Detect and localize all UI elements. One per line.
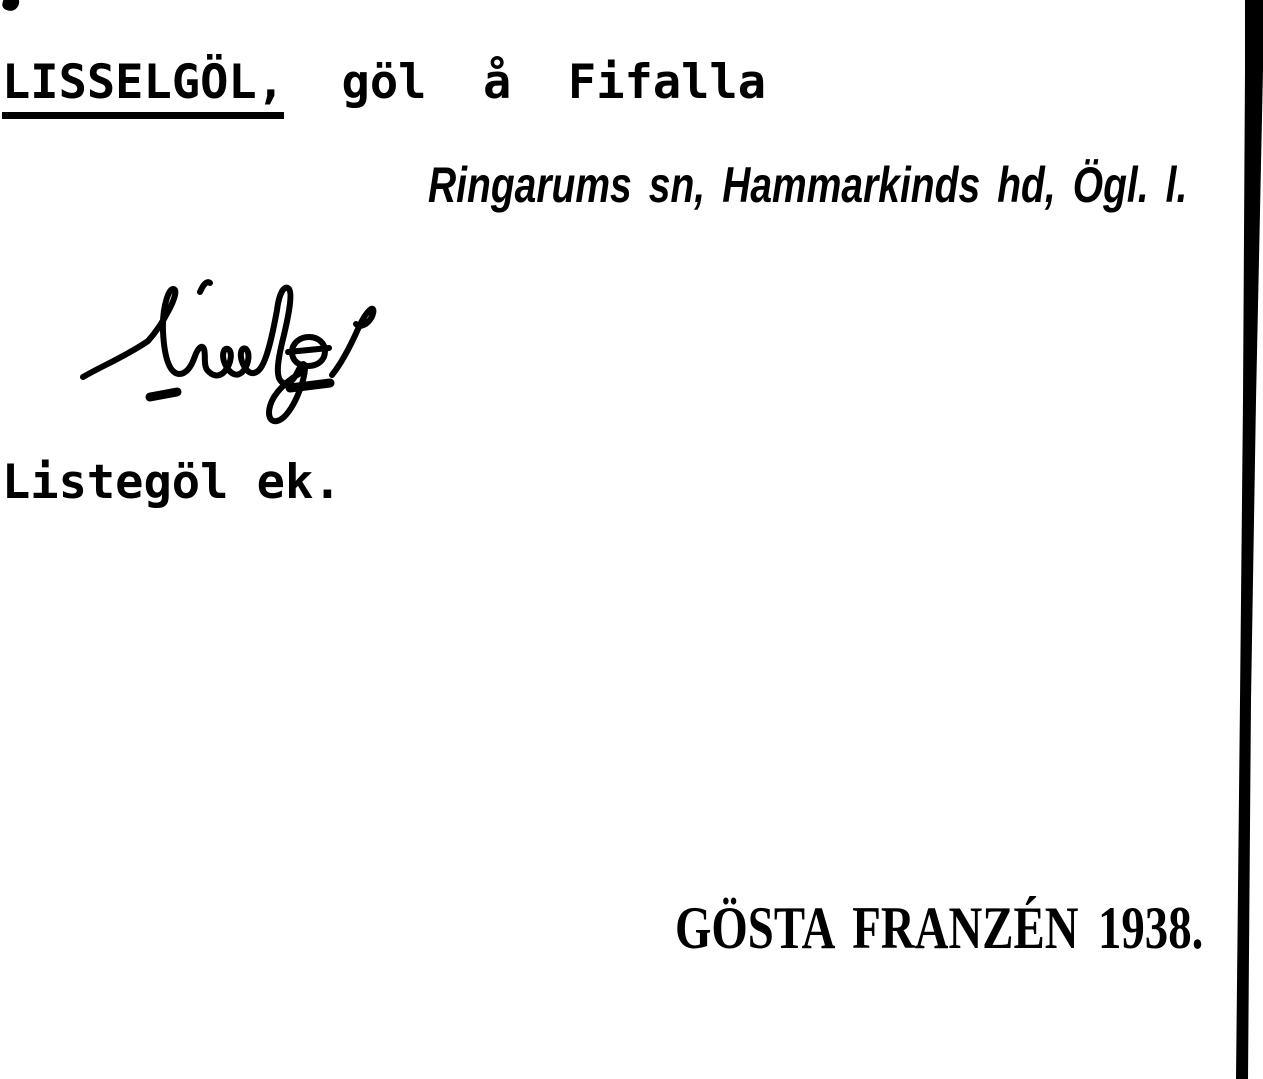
headword-line	[2, 55, 767, 119]
location-line: Ringarums sn, Hammarkinds hd, Ögl. l.	[428, 157, 1188, 213]
scan-edge-artifact	[1233, 0, 1263, 1079]
headword-suffix: , göl å Fifalla	[256, 55, 767, 110]
handwritten-phonetic-transcription	[80, 275, 400, 435]
attribution-line: GÖSTA FRANZÉN 1938.	[675, 895, 1204, 961]
headword: LISSELGÖL	[2, 59, 284, 119]
scan-speck-artifact	[1, 0, 21, 13]
note-line: Listegöl ek.	[2, 455, 342, 510]
